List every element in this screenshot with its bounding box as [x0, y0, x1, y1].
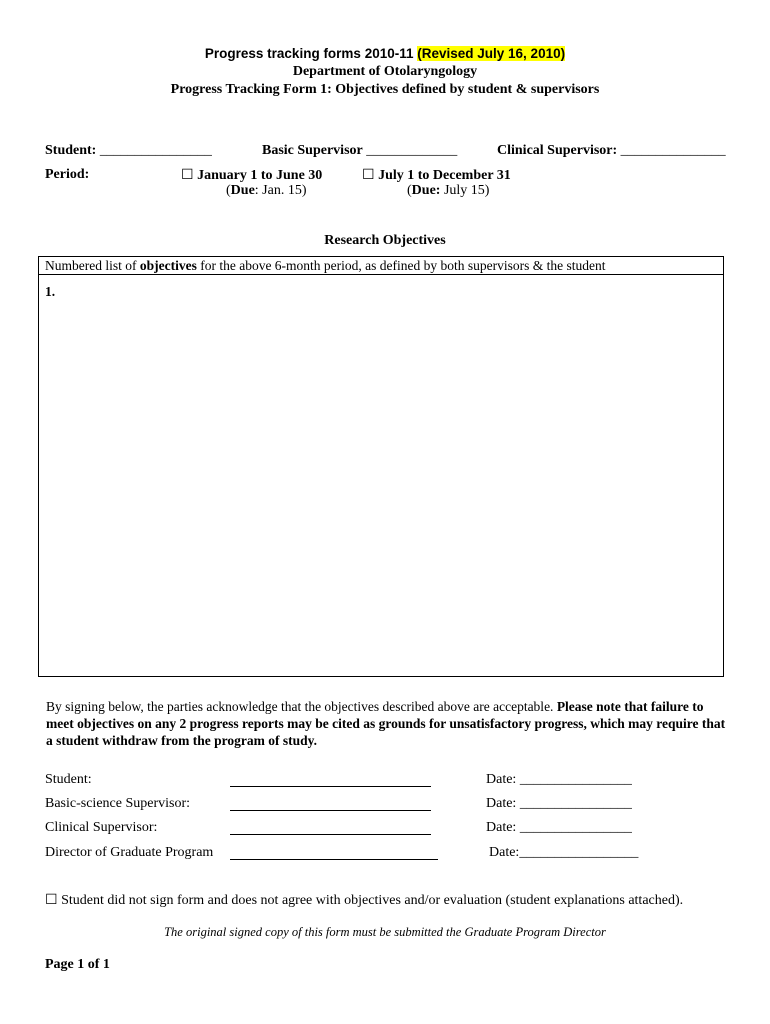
objective-item-number: 1.: [45, 284, 56, 299]
student-field: [45, 143, 212, 159]
signature-label-student: Student:: [45, 772, 92, 787]
clinical-supervisor-label: Clinical Supervisor:: [497, 143, 618, 158]
revised-date-highlight: (Revised July 16, 2010): [417, 46, 566, 61]
signature-line-student[interactable]: [230, 774, 431, 787]
period-option-label: July 1 to December 31: [378, 168, 511, 183]
series-title-text: Progress tracking forms 2010-11: [204, 46, 418, 61]
due-label: Due:: [411, 183, 441, 198]
objectives-box[interactable]: [38, 256, 724, 677]
signature-line-basic-supervisor[interactable]: [230, 798, 431, 811]
acknowledgement-paragraph: By signing below, the parties acknowledge that the objectives described above are acceptable. Please note that failure to meet objectives on any 2 progress reports may be cited as grounds for unsatisfactory progress, which may require that a student withdraw from the program of study.: [46, 699, 726, 748]
clinical-supervisor-blank[interactable]: _______________: [620, 143, 726, 158]
student-blank[interactable]: ________________: [99, 143, 212, 158]
page-number: Page 1 of 1: [45, 957, 110, 972]
signature-line-clinical-supervisor[interactable]: [230, 822, 431, 835]
signature-label-clinical-supervisor: Clinical Supervisor:: [45, 820, 158, 835]
period-option-jan-jun[interactable]: [181, 167, 322, 184]
period-due-jan: (Due: Jan. 15): [226, 183, 307, 198]
objectives-instructions: Numbered list of objectives for the above 6-month period, as defined by both supervisors & the student: [39, 257, 723, 275]
due-value: : Jan. 15): [254, 183, 307, 198]
date-field-clinical-supervisor[interactable]: Date: ________________: [486, 820, 632, 835]
form-series-title: [0, 46, 770, 63]
period-due-jul: (Due: July 15): [407, 183, 490, 198]
period-option-label: January 1 to June 30: [197, 168, 323, 183]
period-option-jul-dec[interactable]: [362, 167, 511, 184]
signature-label-basic-supervisor: Basic-science Supervisor:: [45, 796, 191, 811]
due-label: Due: [230, 183, 255, 198]
checkbox-icon[interactable]: ☐: [45, 893, 58, 908]
date-field-basic-supervisor[interactable]: Date: ________________: [486, 796, 632, 811]
signature-label-director: Director of Graduate Program: [45, 845, 214, 860]
date-field-director[interactable]: Date:_________________: [489, 845, 639, 860]
objectives-bold: objectives: [139, 258, 197, 273]
due-value: July 15): [440, 183, 490, 198]
date-field-student[interactable]: Date: ________________: [486, 772, 632, 787]
clinical-supervisor-field: [497, 143, 726, 159]
acknowledgement-warning: Please note that failure to meet objectives on any 2 progress reports may be cited as grounds for unsatisfactory progress, which may require that a student withdraw from the program of study.: [46, 699, 726, 748]
form-title: Progress Tracking Form 1: Objectives defined by student & supervisors: [170, 82, 600, 97]
checkbox-icon[interactable]: ☐: [181, 168, 194, 183]
disagree-statement: [45, 892, 683, 909]
department-title: Department of Otolaryngology: [292, 64, 478, 79]
disagree-text: Student did not sign form and does not agree with objectives and/or evaluation (student explanations attached).: [61, 893, 684, 908]
basic-supervisor-label: Basic Supervisor: [262, 143, 363, 158]
submission-note: The original signed copy of this form must be submitted the Graduate Program Director: [164, 925, 606, 939]
period-label: Period:: [45, 167, 90, 182]
student-label: Student:: [45, 143, 97, 158]
research-objectives-heading: Research Objectives: [324, 233, 446, 248]
signature-line-director[interactable]: [230, 847, 438, 860]
basic-supervisor-blank[interactable]: _____________: [366, 143, 458, 158]
checkbox-icon[interactable]: ☐: [362, 168, 375, 183]
basic-supervisor-field: [262, 143, 457, 159]
